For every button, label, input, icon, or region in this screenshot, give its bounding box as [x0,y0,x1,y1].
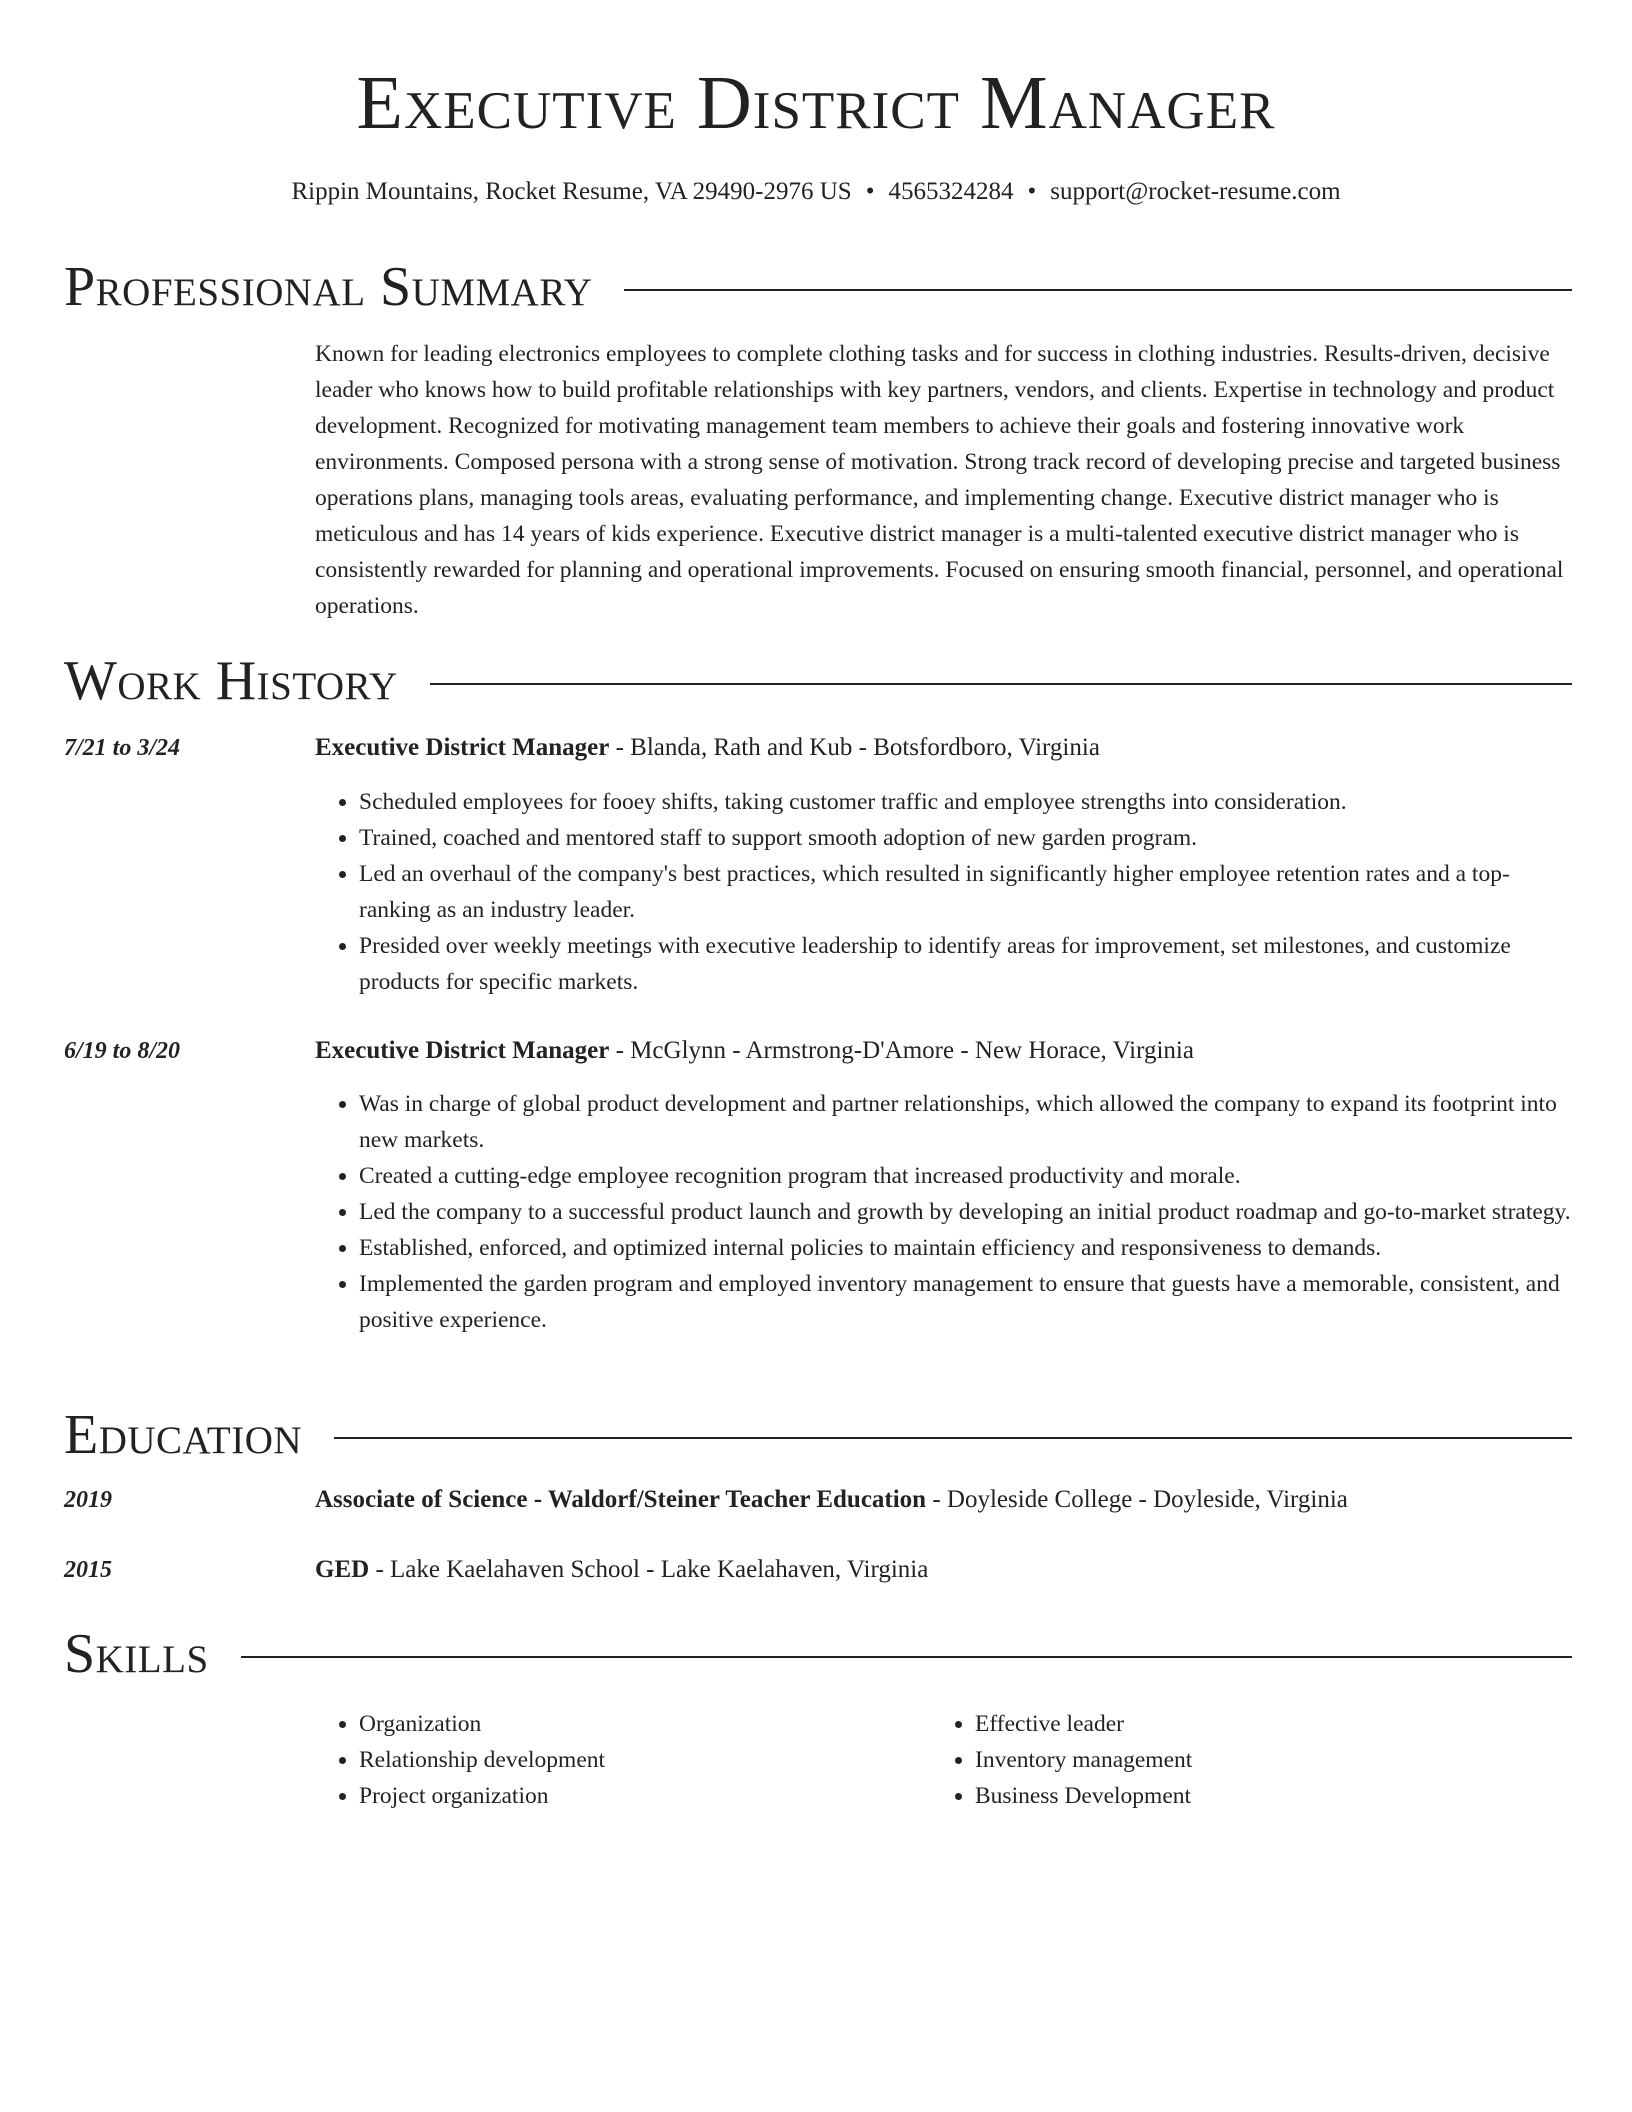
job-title-line [315,1033,1573,1069]
education-degree: GED [315,1556,370,1583]
job-bullets [315,1086,1573,1338]
skill-item: • Relationship development [359,1742,605,1778]
job-bullet: • Trained, coached and mentored staff to support smooth adoption of new garden program. [359,820,1573,856]
summary-section-header [64,252,1572,322]
job-title-line [315,730,1573,766]
contact-line [0,176,1632,208]
education-entry [315,1552,1573,1588]
contact-separator: • [1027,178,1037,205]
work-heading: Work History [64,650,398,712]
education-year: 2019 [64,1487,112,1513]
skills-list-right [931,1706,1192,1814]
job-bullet: • Scheduled employees for fooey shifts, taking customer traffic and employee strengths into consideration. [359,784,1573,820]
job-bullet: • Was in charge of global product development and partner relationships, which allowed the company to expand its footprint into new markets. [359,1086,1573,1158]
job-title: Executive District Manager [315,734,610,761]
candidate-name: Executive District Manager [356,61,1276,145]
skills-heading: Skills [64,1623,209,1685]
work-section-header [64,646,1572,716]
contact-email[interactable]: support@rocket-resume.com [1050,178,1341,205]
summary-heading: Professional Summary [64,256,593,318]
job-details: - McGlynn - Armstrong-D'Amore - New Horace, Virginia [609,1037,1194,1064]
contact-phone: 4565324284 [888,178,1014,205]
contact-address: Rippin Mountains, Rocket Resume, VA 29490-2976 US [291,178,852,205]
education-section-header [64,1400,1572,1470]
education-degree: Associate of Science - Waldorf/Steiner Teacher Education [315,1486,927,1513]
job-bullets [315,784,1573,1000]
skill-item: • Inventory management [975,1742,1192,1778]
education-details: - Doyleside College - Doyleside, Virginia [926,1486,1348,1513]
section-divider [430,683,1572,685]
job-bullet: • Led the company to a successful product launch and growth by developing an initial product roadmap and go-to-market strategy. [359,1194,1573,1230]
section-divider [334,1437,1572,1439]
section-divider [624,289,1572,291]
summary-text: Known for leading electronics employees to complete clothing tasks and for success in clothing industries. Results-driven, decisive leader who knows how to build profitable relationships with key partners, vendors, and clients. Expertise in technology and product development. Recognized for motivating management team members to achieve their goals and fostering innovative work environments. Composed persona with a strong sense of motivation. Strong track record of developing precise and targeted business operations plans, managing tools areas, evaluating performance, and implementing change. Executive district manager who is meticulous and has 14 years of kids experience. Executive district manager is a multi-talented executive district manager who is consistently rewarded for planning and operational improvements. Focused on ensuring smooth financial, personnel, and operational operations. [315,341,1564,619]
job-dates: 6/19 to 8/20 [64,1038,181,1064]
education-details: - Lake Kaelahaven School - Lake Kaelahaven, Virginia [369,1556,929,1583]
skill-item: • Organization [359,1706,605,1742]
job-bullet: • Presided over weekly meetings with executive leadership to identify areas for improvement, set milestones, and customize products for specific markets. [359,928,1573,1000]
skill-item: • Effective leader [975,1706,1192,1742]
contact-separator: • [865,178,875,205]
education-year: 2015 [64,1557,112,1583]
job-bullet: • Created a cutting-edge employee recognition program that increased productivity and morale. [359,1158,1573,1194]
education-heading: Education [64,1404,303,1466]
job-dates: 7/21 to 3/24 [64,735,181,761]
skill-item: • Business Development [975,1778,1192,1814]
skills-section-header [64,1619,1572,1689]
job-bullet: • Implemented the garden program and employed inventory management to ensure that guests have a memorable, consistent, and positive experience. [359,1266,1573,1338]
education-entry [315,1482,1573,1518]
job-details: - Blanda, Rath and Kub - Botsfordboro, Virginia [609,734,1100,761]
job-bullet: • Established, enforced, and optimized internal policies to maintain efficiency and responsiveness to demands. [359,1230,1573,1266]
skills-list-left [315,1706,605,1814]
skill-item: • Project organization [359,1778,605,1814]
job-bullet: • Led an overhaul of the company's best practices, which resulted in significantly higher employee retention rates and a top-ranking as an industry leader. [359,856,1573,928]
section-divider [241,1656,1572,1658]
job-title: Executive District Manager [315,1037,610,1064]
